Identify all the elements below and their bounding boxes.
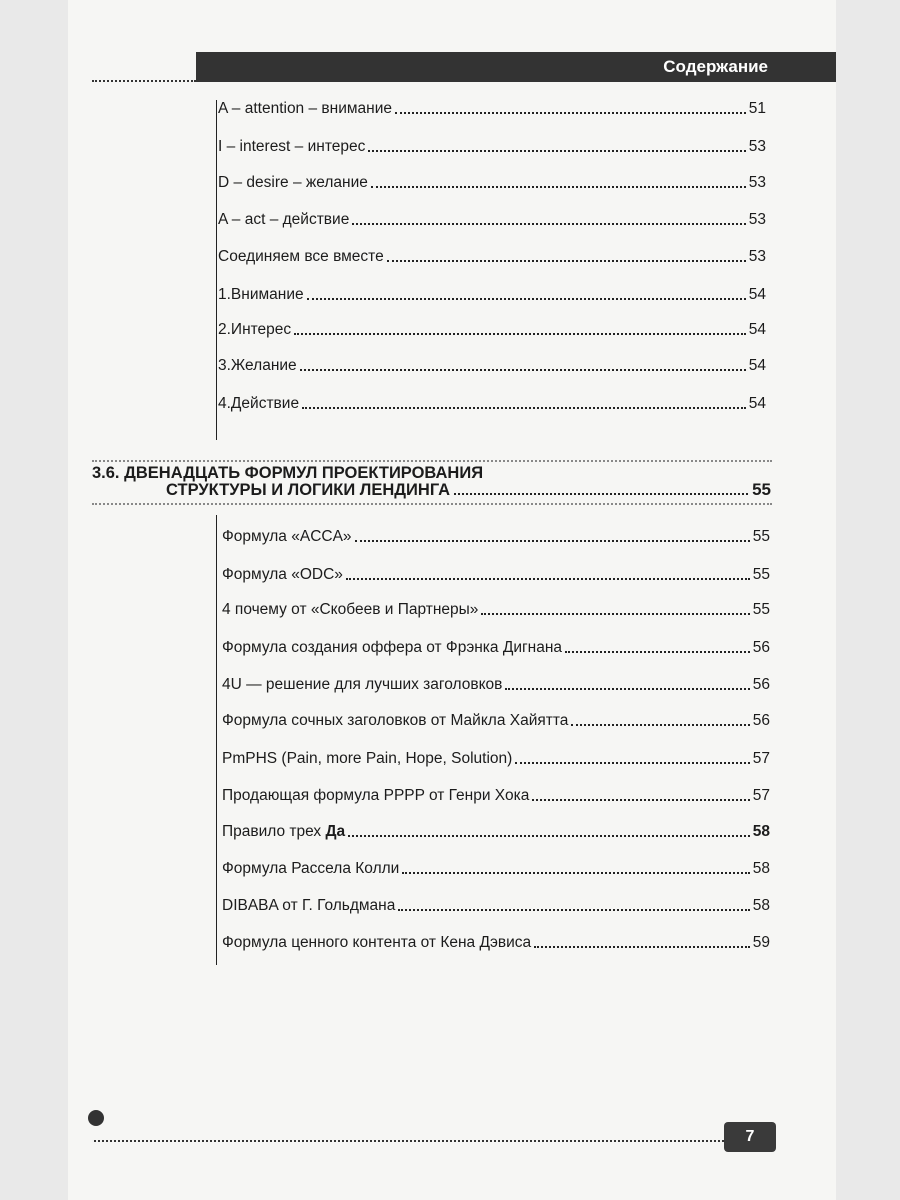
dot-leader <box>294 333 746 335</box>
dot-leader <box>398 909 749 911</box>
dot-leader <box>505 688 749 690</box>
toc-entry[interactable] <box>222 860 770 878</box>
toc-entry-page: 54 <box>748 357 766 374</box>
toc-entry-title-text: Правило трех <box>222 823 326 840</box>
dot-leader <box>355 540 750 542</box>
toc-entry-title: A – act – действие <box>218 211 350 228</box>
toc-entry-title: I – interest – интерес <box>218 138 366 155</box>
toc-entry[interactable] <box>222 897 770 915</box>
toc-entry-page: 56 <box>752 639 770 656</box>
toc-entry[interactable] <box>222 639 770 657</box>
toc-entry[interactable] <box>222 712 770 730</box>
toc-entry-page: 59 <box>752 934 770 951</box>
toc-entry-page: 55 <box>752 528 770 545</box>
toc-entry-page: 57 <box>752 750 770 767</box>
toc-entry-title: PmPHS (Pain, more Pain, Hope, Solution) <box>222 750 513 767</box>
dot-leader <box>481 613 749 615</box>
toc-entry-page: 57 <box>752 787 770 804</box>
toc-entry[interactable] <box>222 528 770 546</box>
toc-entry[interactable] <box>222 566 770 584</box>
dot-leader <box>454 493 748 495</box>
dot-leader <box>348 835 750 837</box>
header-title: Содержание <box>663 57 768 76</box>
toc-entry-title: Продающая формула PPPP от Генри Хока <box>222 787 530 804</box>
toc-entry[interactable] <box>218 211 766 229</box>
toc-entry-title: Формула ценного контента от Кена Дэвиса <box>222 934 532 951</box>
section-divider-bottom <box>92 503 772 505</box>
toc-entry-page: 54 <box>748 321 766 338</box>
bottom-dotted-rule <box>94 1140 724 1142</box>
dot-leader <box>534 946 750 948</box>
toc-entry-title: 1.Внимание <box>218 286 304 303</box>
toc-entry[interactable] <box>218 100 766 118</box>
dot-leader <box>346 578 750 580</box>
indent-rule <box>216 515 217 965</box>
toc-entry-page: 54 <box>748 395 766 412</box>
toc-entry[interactable] <box>218 286 766 304</box>
toc-entry-title: Формула «ODC» <box>222 566 343 583</box>
toc-entry[interactable] <box>218 138 766 156</box>
toc-entry-title: A – attention – внимание <box>218 100 392 117</box>
dot-leader <box>387 260 746 262</box>
toc-entry-page: 55 <box>752 566 770 583</box>
toc-entry-page: 53 <box>748 174 766 191</box>
dot-leader <box>307 298 746 300</box>
dot-leader <box>371 186 746 188</box>
toc-entry[interactable] <box>218 248 766 266</box>
toc-entry-title: Формула создания оффера от Фрэнка Дигнана <box>222 639 563 656</box>
dot-leader <box>402 872 749 874</box>
dot-leader <box>532 799 749 801</box>
section-page: 55 <box>752 480 771 499</box>
toc-entry-page: 58 <box>752 823 770 840</box>
section-title-line2[interactable] <box>166 480 771 500</box>
dot-leader <box>565 651 750 653</box>
toc-entry-title: 2.Интерес <box>218 321 292 338</box>
toc-entry[interactable] <box>222 750 770 768</box>
dot-leader <box>302 407 746 409</box>
section-title-line1[interactable]: 3.6. ДВЕНАДЦАТЬ ФОРМУЛ ПРОЕКТИРОВАНИЯ <box>92 464 484 482</box>
toc-entry-page: 53 <box>748 138 766 155</box>
toc-entry-title: 3.Желание <box>218 357 297 374</box>
dot-leader <box>300 369 746 371</box>
toc-entry-page: 53 <box>748 211 766 228</box>
toc-entry-title: DIBABA от Г. Гольдмана <box>222 897 396 914</box>
toc-entry[interactable] <box>222 787 770 805</box>
toc-entry[interactable] <box>218 357 766 375</box>
toc-entry-page: 55 <box>752 601 770 618</box>
dot-leader <box>395 112 746 114</box>
toc-entry-title: D – desire – желание <box>218 174 368 191</box>
toc-entry-page: 54 <box>748 286 766 303</box>
toc-entry[interactable] <box>218 395 766 413</box>
toc-entry[interactable] <box>218 174 766 192</box>
toc-entry-page: 51 <box>748 100 766 117</box>
footer-bullet <box>88 1110 104 1126</box>
toc-entry-title <box>222 823 345 841</box>
toc-entry-page: 58 <box>752 897 770 914</box>
page-number: 7 <box>745 1128 755 1145</box>
section-title-text: СТРУКТУРЫ И ЛОГИКИ ЛЕНДИНГА <box>166 481 451 499</box>
toc-entry-title: Формула Рассела Колли <box>222 860 400 877</box>
toc-entry[interactable] <box>218 321 766 339</box>
dot-leader <box>515 762 749 764</box>
dot-leader <box>352 223 745 225</box>
toc-entry-title: 4.Действие <box>218 395 300 412</box>
indent-rule <box>216 100 217 440</box>
toc-entry-title: 4 почему от «Скобеев и Партнеры» <box>222 601 479 618</box>
toc-entry[interactable] <box>222 823 770 841</box>
toc-entry-title: Соединяем все вместе <box>218 248 384 265</box>
page-number-badge <box>724 1122 776 1152</box>
toc-entry-page: 53 <box>748 248 766 265</box>
toc-entry[interactable] <box>222 601 770 619</box>
toc-entry-title: Формула сочных заголовков от Майкла Хайятта <box>222 712 569 729</box>
toc-entry-page: 56 <box>752 712 770 729</box>
toc-entry-page: 56 <box>752 676 770 693</box>
toc-entry[interactable] <box>222 934 770 952</box>
toc-entry-title: Формула «ACCA» <box>222 528 352 545</box>
toc-entry[interactable] <box>222 676 770 694</box>
toc-entry-title: 4U — решение для лучших заголовков <box>222 676 503 693</box>
toc-entry-title-bold: Да <box>325 823 346 840</box>
section-divider-top <box>92 460 772 462</box>
toc-entry-page: 58 <box>752 860 770 877</box>
dot-leader <box>368 150 745 152</box>
dot-leader <box>571 724 749 726</box>
